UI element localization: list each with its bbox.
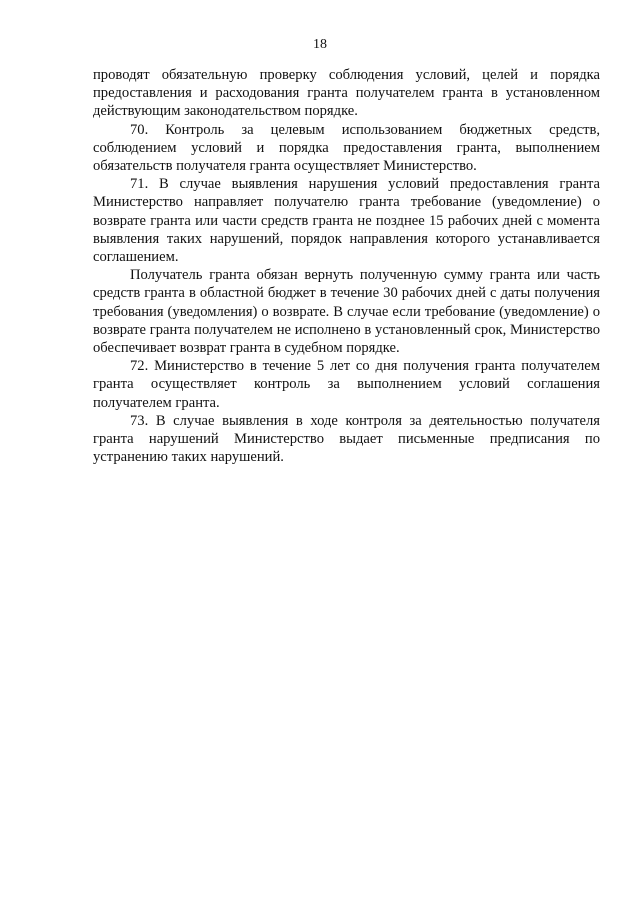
- paragraph-70: 70. Контроль за целевым использованием бюджетных средств, соблюдением условий и порядка предоставления гранта, выполнением обязательств получателя гранта осуществляет Министерство.: [93, 121, 600, 175]
- paragraph-72: 72. Министерство в течение 5 лет со дня получения гранта получателем гранта осуществляет контроль за выполнением условий соглашения получателем гранта.: [93, 358, 600, 411]
- document-body: [93, 66, 600, 466]
- paragraph-71: 71. В случае выявления нарушения условий предоставления гранта Министерство направляет получателю гранта требование (уведомление) о возврате гранта или части средств гранта не позднее 15 рабочих дней с момента выявления таких нарушений, порядок направления которого устанавливается соглашением.: [93, 176, 600, 266]
- paragraph-73: 73. В случае выявления в ходе контроля за деятельностью получателя гранта нарушений Министерство выдает письменные предписания по устранению таких нарушений.: [93, 412, 600, 466]
- paragraph-71-refund: Получатель гранта обязан вернуть полученную сумму гранта или часть средств гранта в областной бюджет в течение 30 рабочих дней с даты получения требования (уведомления) о возврате. В случае если требование (уведомление) о возврате гранта получателем не исполнено в установленный срок, Министерство обеспечивает возврат гранта в судебном порядке.: [93, 267, 600, 357]
- paragraph-continuation: проводят обязательную проверку соблюдения условий, целей и порядка предоставления и расходования гранта получателем гранта в установленном действующим законодательством порядке.: [93, 67, 600, 120]
- page-number: 18: [313, 37, 327, 52]
